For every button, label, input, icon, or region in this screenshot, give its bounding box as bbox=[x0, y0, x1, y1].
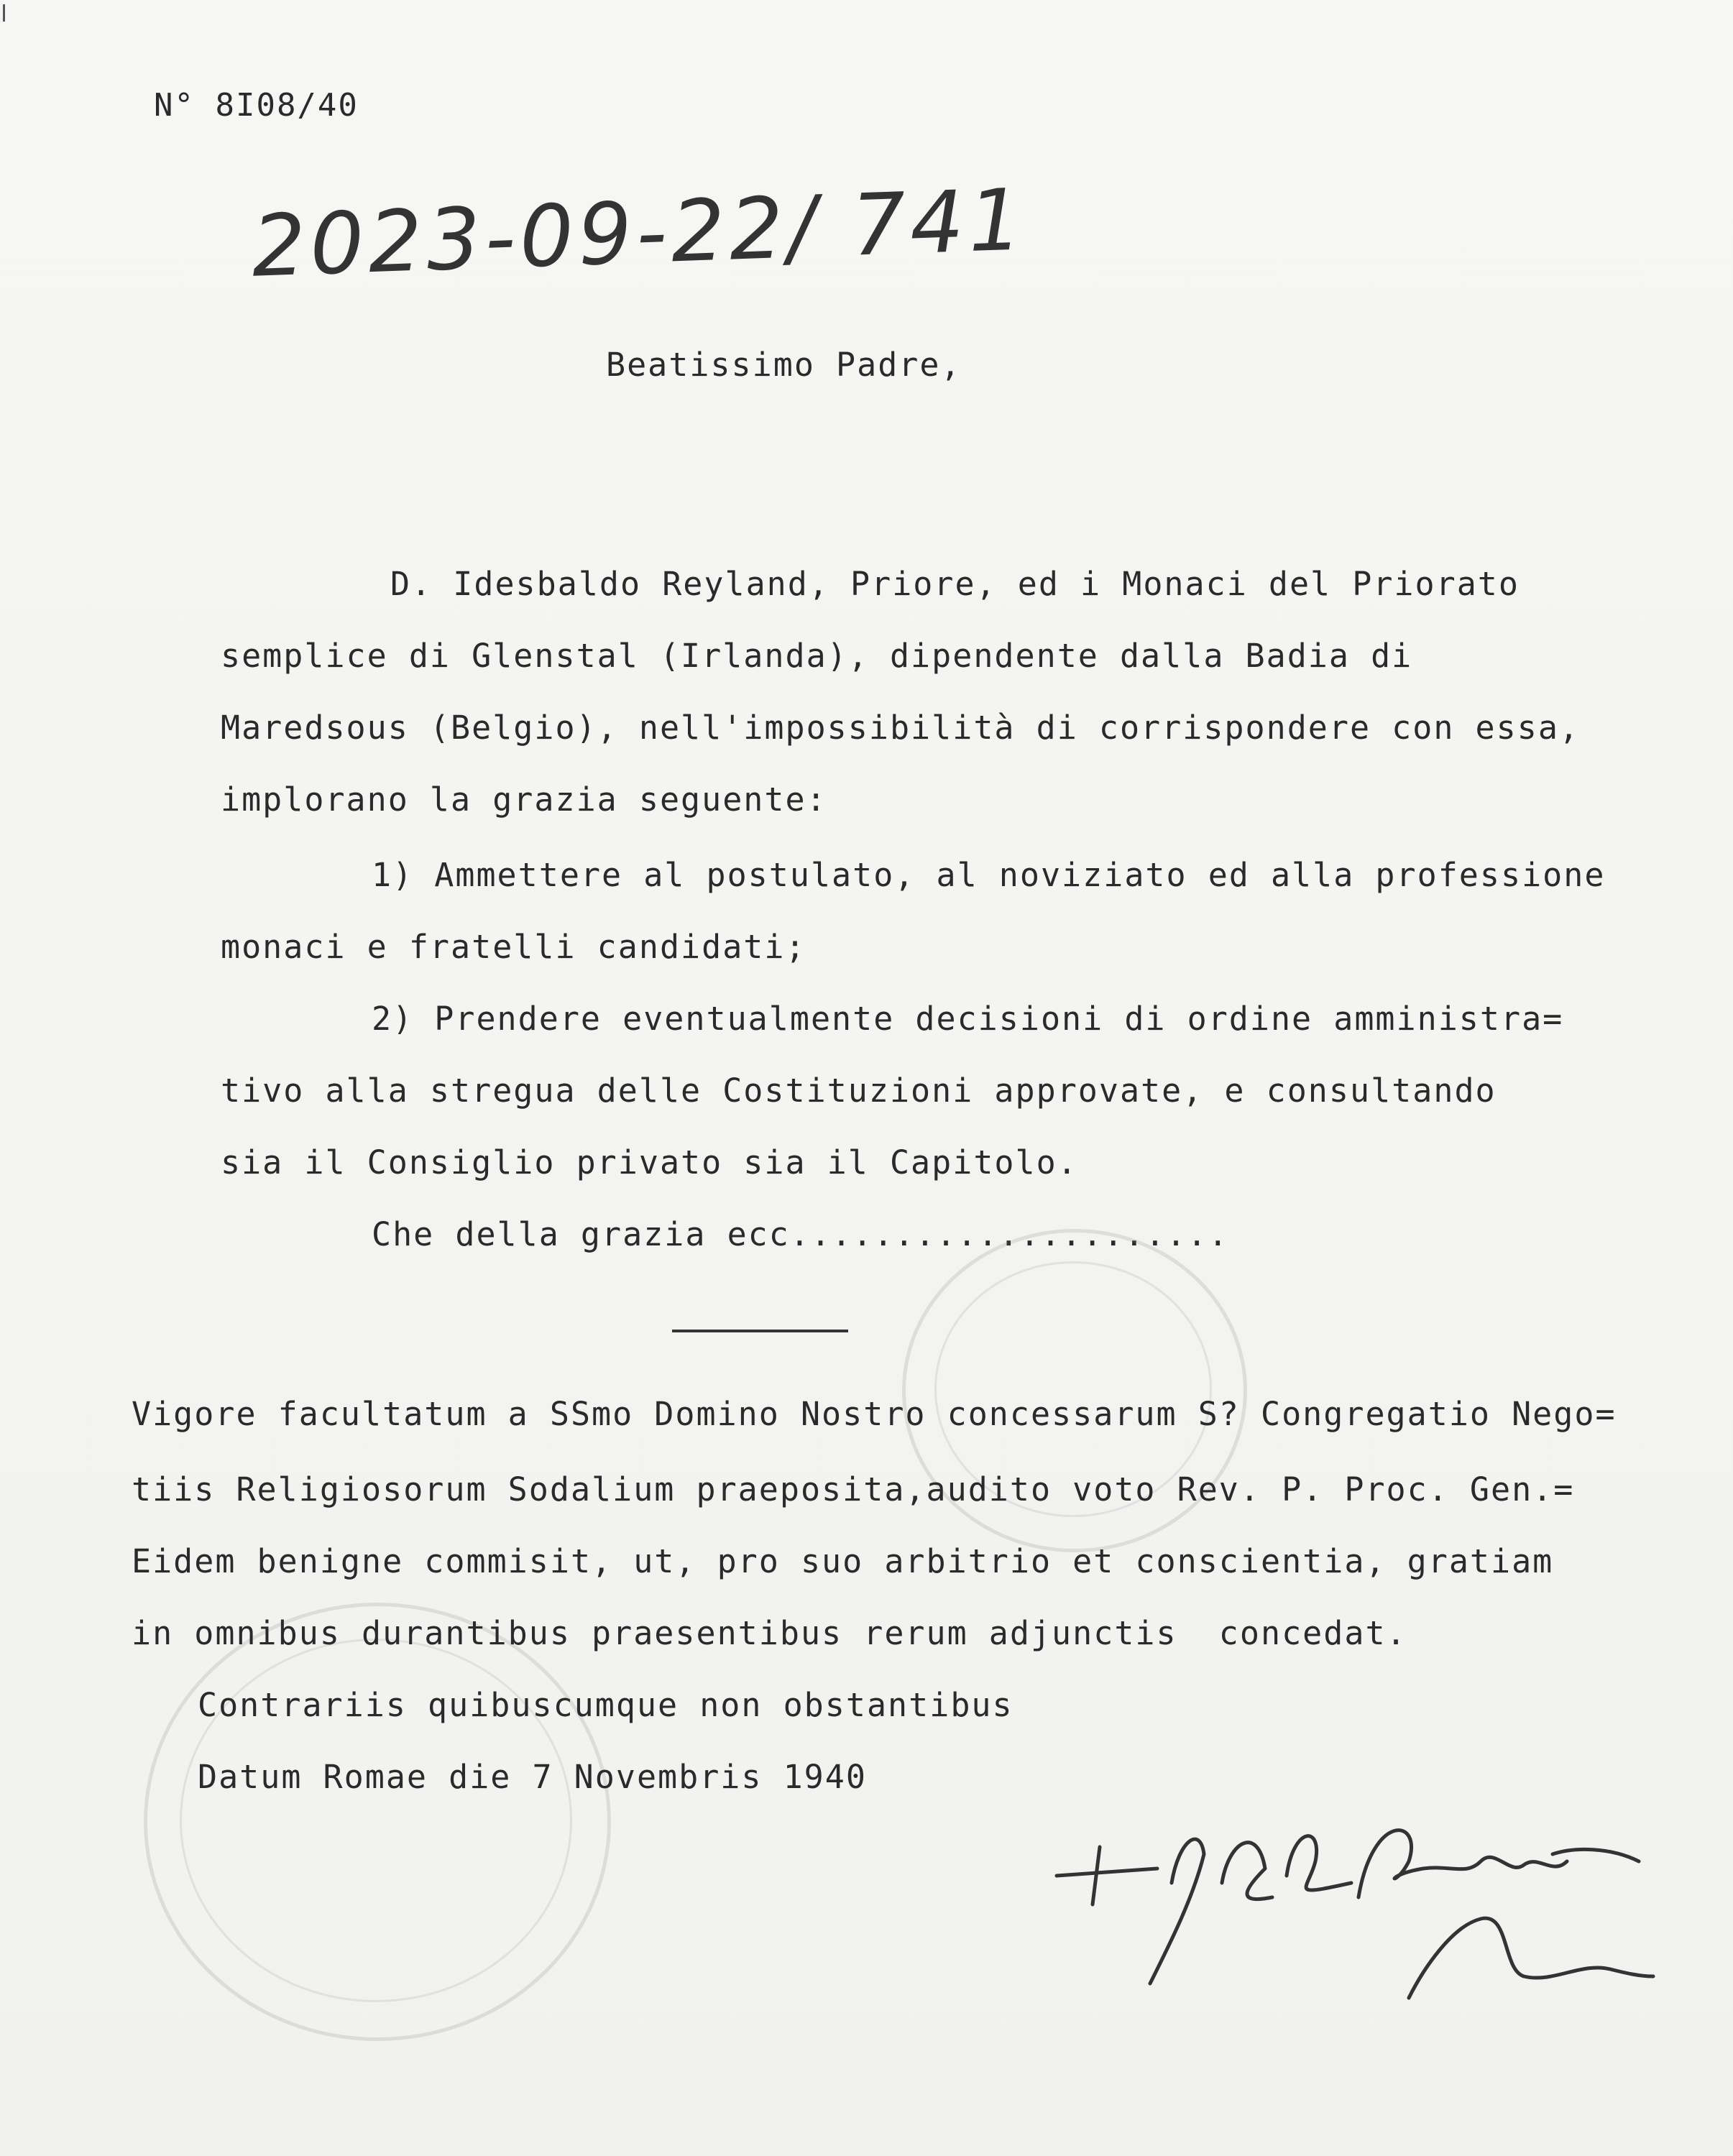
letter-line: implorano la grazia seguente: bbox=[221, 780, 827, 819]
reference-number: N° 8I08/40 bbox=[154, 87, 359, 124]
letter-line: 2) Prendere eventualmente decisioni di ordine amministra= bbox=[372, 1000, 1564, 1038]
letter-line: Maredsous (Belgio), nell'impossibilità di corrispondere con essa, bbox=[221, 709, 1580, 747]
rescript-line: tiis Religiosorum Sodalium praeposita,audito voto Rev. P. Proc. Gen.= bbox=[132, 1470, 1575, 1508]
rescript-line: in omnibus durantibus praesentibus rerum adjunctis concedat. bbox=[132, 1614, 1407, 1652]
salutation: Beatissimo Padre, bbox=[606, 346, 962, 384]
rescript-line: Eidem benigne commisit, ut, pro suo arbitrio et conscientia, gratiam bbox=[132, 1542, 1554, 1580]
rescript-line: Vigore facultatum a SSmo Domino Nostro concessarum S? Congregatio Nego= bbox=[132, 1395, 1617, 1433]
letter-line: sia il Consiglio privato sia il Capitolo. bbox=[221, 1143, 1078, 1181]
handwritten-signature bbox=[1049, 1797, 1668, 2012]
rescript-line: Contrariis quibuscumque non obstantibus bbox=[198, 1686, 1013, 1724]
handwritten-archive-number: 2023-09-22/ 741 bbox=[249, 170, 1029, 296]
scan-mark bbox=[3, 4, 5, 22]
letter-line: D. Idesbaldo Reyland, Priore, ed i Monaci del Priorato bbox=[390, 565, 1520, 603]
letter-line: tivo alla stregua delle Costituzioni approvate, e consultando bbox=[221, 1072, 1497, 1110]
letter-line: semplice di Glenstal (Irlanda), dipendente dalla Badia di bbox=[221, 637, 1413, 675]
separator-rule bbox=[672, 1330, 848, 1332]
rescript-line: Datum Romae die 7 Novembris 1940 bbox=[198, 1758, 867, 1796]
letter-line: monaci e fratelli candidati; bbox=[221, 928, 806, 966]
letter-line: 1) Ammettere al postulato, al noviziato ed alla professione bbox=[372, 856, 1606, 894]
letter-line: Che della grazia ecc..................... bbox=[372, 1215, 1229, 1253]
